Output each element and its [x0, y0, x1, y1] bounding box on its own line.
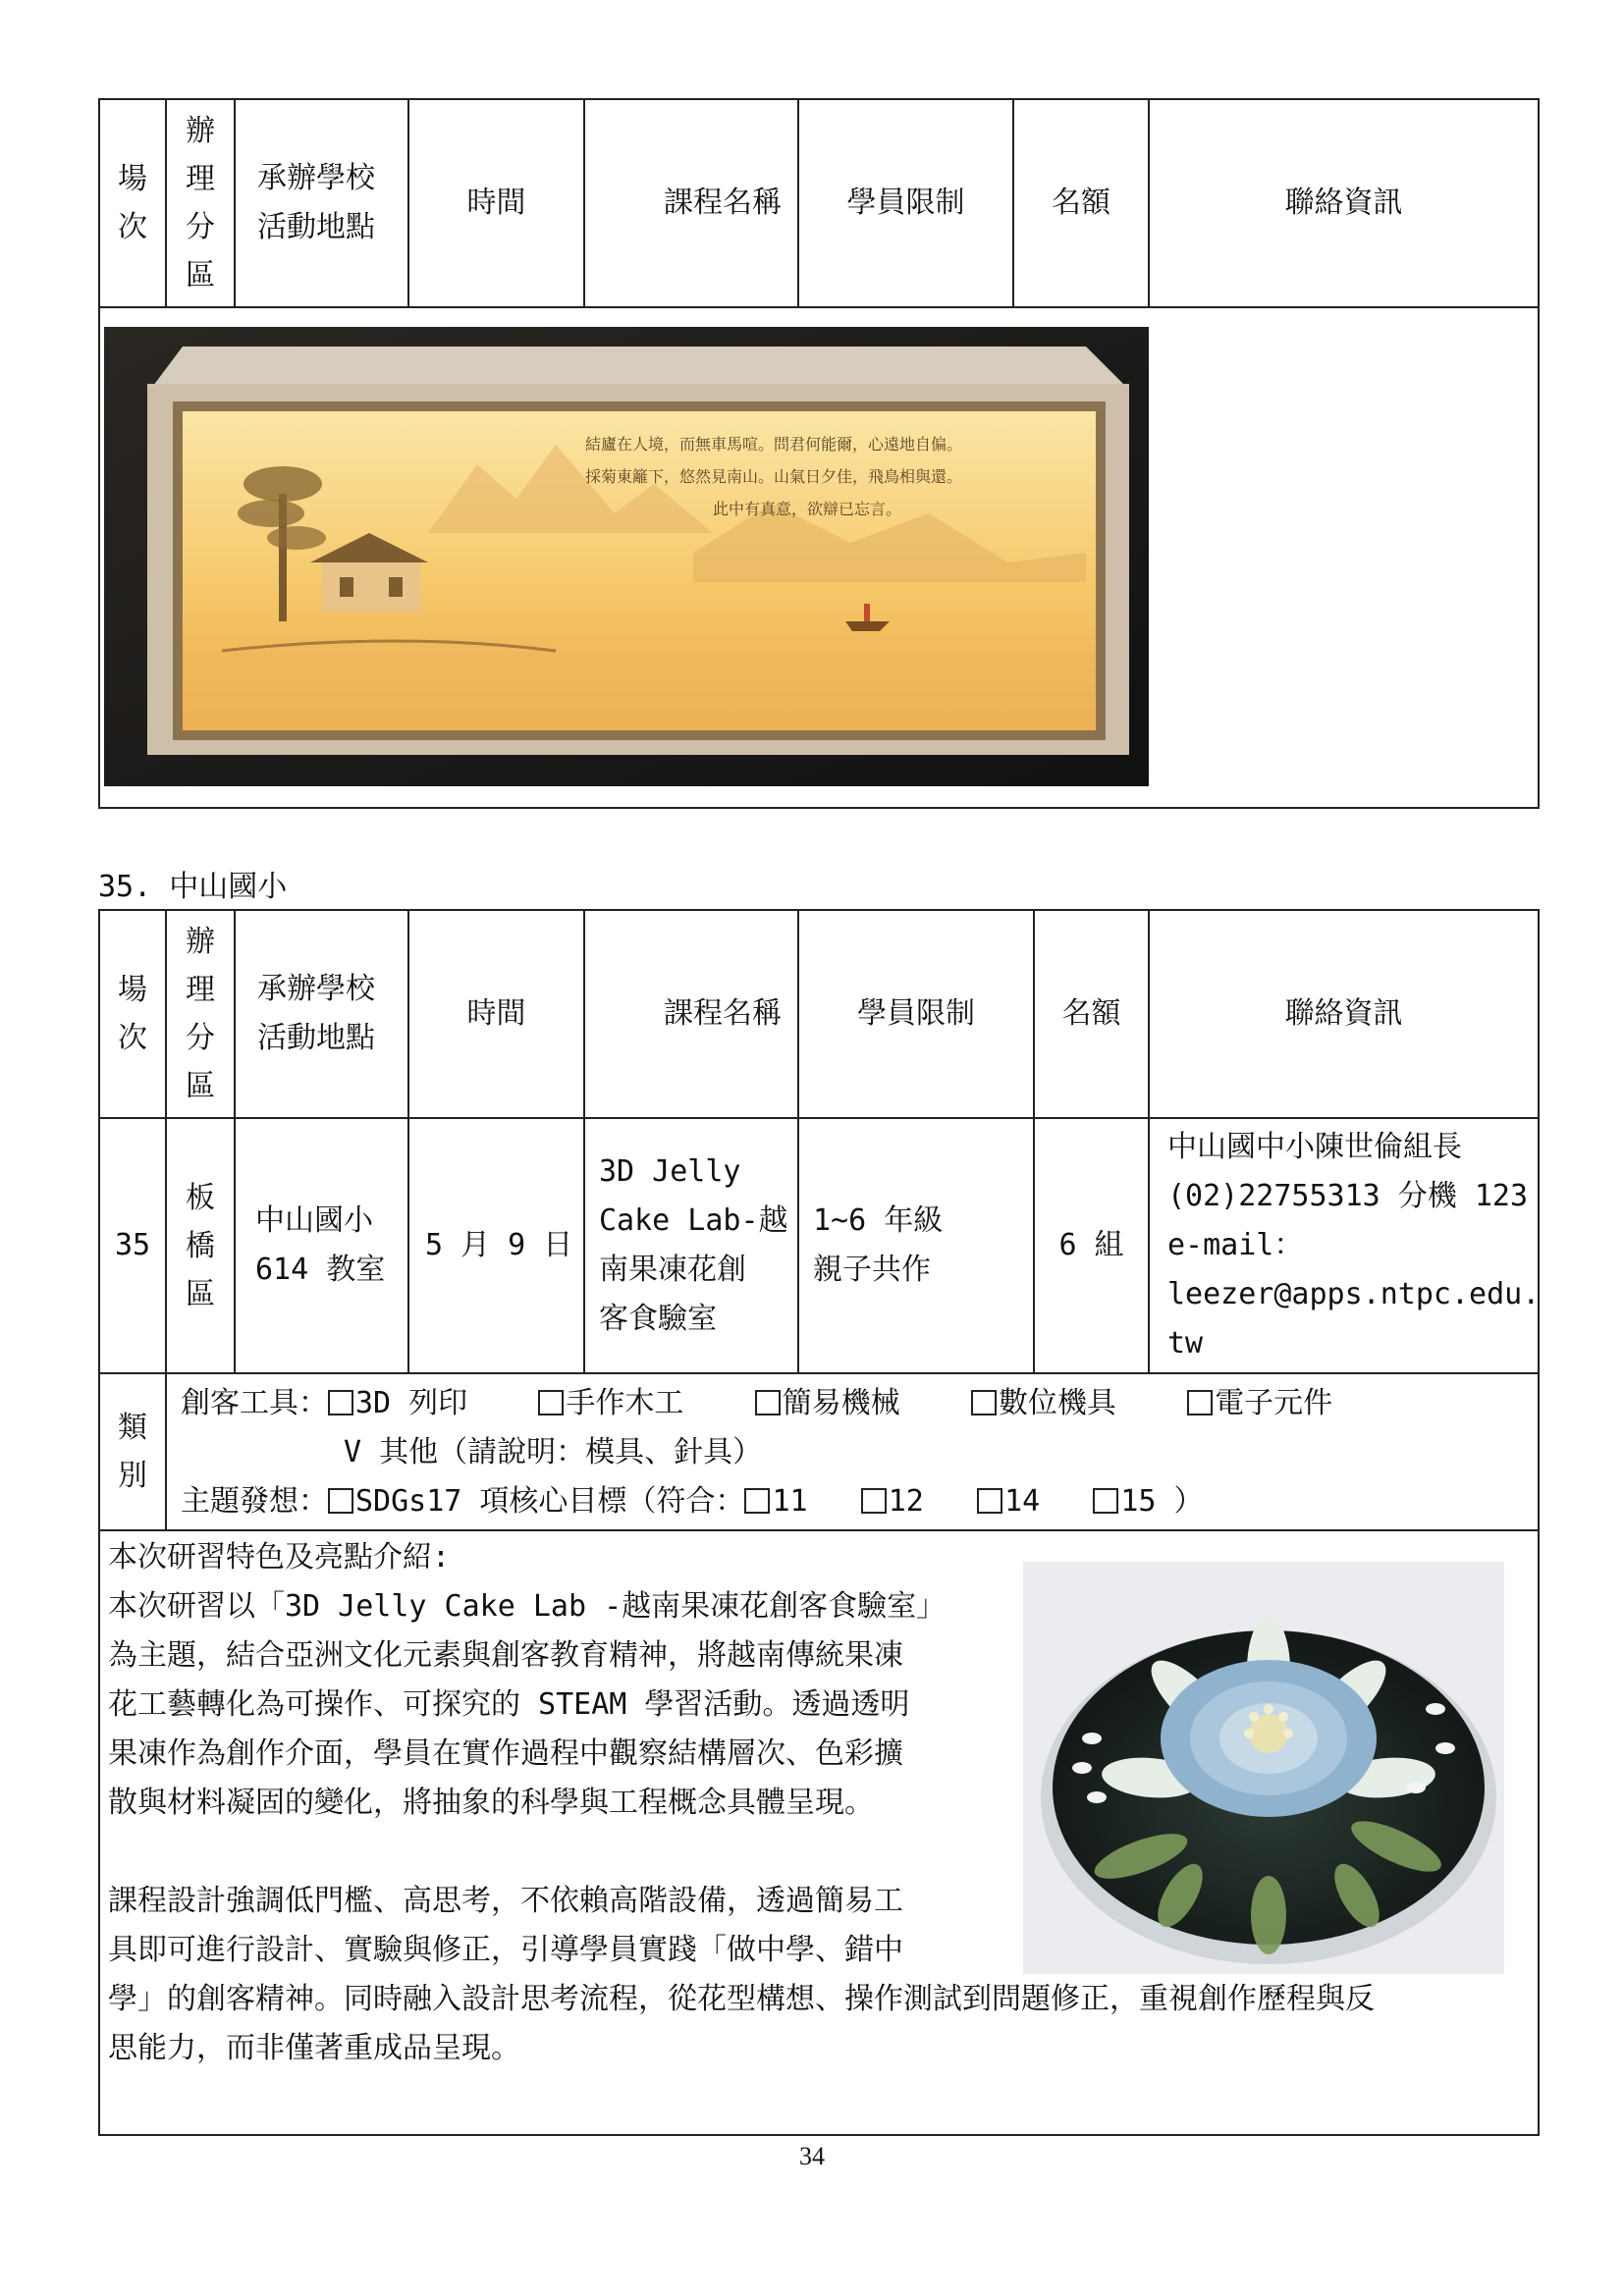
- checkbox-woodwork[interactable]: [538, 1390, 564, 1415]
- header-course: 課程名稱: [584, 910, 798, 1118]
- description-heading: 本次研習特色及亮點介紹:: [108, 1540, 451, 1575]
- header-school-location: 承辦學校 活動地點: [235, 910, 408, 1118]
- cell-course: 3D Jelly Cake Lab-越 南果凍花創 客食驗室: [584, 1118, 798, 1373]
- cell-limit: 1~6 年級 親子共作: [798, 1118, 1034, 1373]
- table-header-row: [99, 910, 1539, 1118]
- header-time: 時間: [408, 910, 584, 1118]
- cell-session: 35: [99, 1118, 166, 1373]
- header-contact: 聯絡資訊: [1149, 910, 1539, 1118]
- header-session: 場次: [99, 99, 166, 307]
- tools-label: 創客工具：: [181, 1386, 328, 1420]
- checkbox-digital-tools[interactable]: [971, 1390, 997, 1415]
- header-school-location: 承辦學校 活動地點: [235, 99, 408, 307]
- cell-school-location: 中山國小 614 教室: [235, 1118, 408, 1373]
- header-district: 辦理分區: [166, 99, 235, 307]
- checkbox-3d-print[interactable]: [328, 1390, 353, 1415]
- other-line: V 其他（請說明：模具、針具）: [344, 1435, 763, 1469]
- category-label: 類別: [99, 1373, 166, 1530]
- header-contact: 聯絡資訊: [1149, 99, 1539, 307]
- cell-quota: 6 組: [1034, 1118, 1149, 1373]
- lightbox-photo: [104, 327, 1149, 786]
- cell-district: 板橋區: [166, 1118, 235, 1373]
- header-quota: 名額: [1013, 99, 1149, 307]
- poem-line-3: 此中有真意，欲辯已忘言。: [713, 500, 902, 518]
- table-header-row: [99, 99, 1539, 307]
- checkbox-sdg-14[interactable]: [977, 1488, 1002, 1514]
- poem-line-1: 結廬在人境，而無車馬喧。問君何能爾，心遠地自偏。: [585, 435, 963, 454]
- header-time: 時間: [408, 99, 584, 307]
- cell-contact: 中山國中小陳世倫組長 (02)22755313 分機 123 e-mail： leezer@apps.ntpc.edu. tw: [1149, 1118, 1539, 1373]
- section-title: 35. 中山國小: [98, 870, 288, 904]
- checkbox-electronics[interactable]: [1187, 1390, 1213, 1415]
- checkbox-sdg-15[interactable]: [1093, 1488, 1118, 1514]
- header-quota: 名額: [1034, 910, 1149, 1118]
- description-text: 本次研習特色及亮點介紹: 本次研習以「3D Jelly Cake Lab -越南果凍花創客食驗室」 為主題，結合亞洲文化元素與創客教育精神，將越南傳統果凍 花工藝轉化為可操作、可探究的 STEAM 學習活動。透過透明 果凍作為創作介面，學員在實作過程中觀察結構層次、色彩擴 散與材料凝固的變化，將抽象的科學與工程概念具體呈現。 課程設計強調低門檻、高思考，不依賴高階設備，透過簡易工 具即可進行設計、實驗與修正，引導學員實踐「做中學、錯中 學」的創客精神。同時融入設計思考流程，從花型構想、操作測試到問題修正，重視創作歷程與反 思能力，而非僅著重成品呈現。: [108, 1533, 1522, 2073]
- jelly-flower-photo: [1023, 1562, 1504, 1974]
- cell-time: 5 月 9 日: [408, 1118, 584, 1373]
- page-number: 34: [799, 2142, 825, 2170]
- checkbox-sdg-12[interactable]: [861, 1488, 887, 1514]
- header-session: 場次: [99, 910, 166, 1118]
- checkbox-sdg-11[interactable]: [744, 1488, 770, 1514]
- header-course: 課程名稱: [584, 99, 798, 307]
- theme-line: 主題發想： SDGs17 項核心目標（符合： 11 12 14 15 ）: [181, 1484, 1204, 1519]
- header-limit: 學員限制: [798, 910, 1034, 1118]
- header-limit: 學員限制: [798, 99, 1013, 307]
- checkbox-sdgs[interactable]: [328, 1488, 353, 1514]
- checkbox-machinery[interactable]: [755, 1390, 781, 1415]
- tools-line: 創客工具： 3D 列印 手作木工 簡易機械 數位機具 電子元件: [181, 1386, 1333, 1420]
- header-district: 辦理分區: [166, 910, 235, 1118]
- table-row: [99, 1118, 1539, 1373]
- poem-line-2: 採菊東籬下，悠然見南山。山氣日夕佳，飛鳥相與還。: [585, 467, 963, 486]
